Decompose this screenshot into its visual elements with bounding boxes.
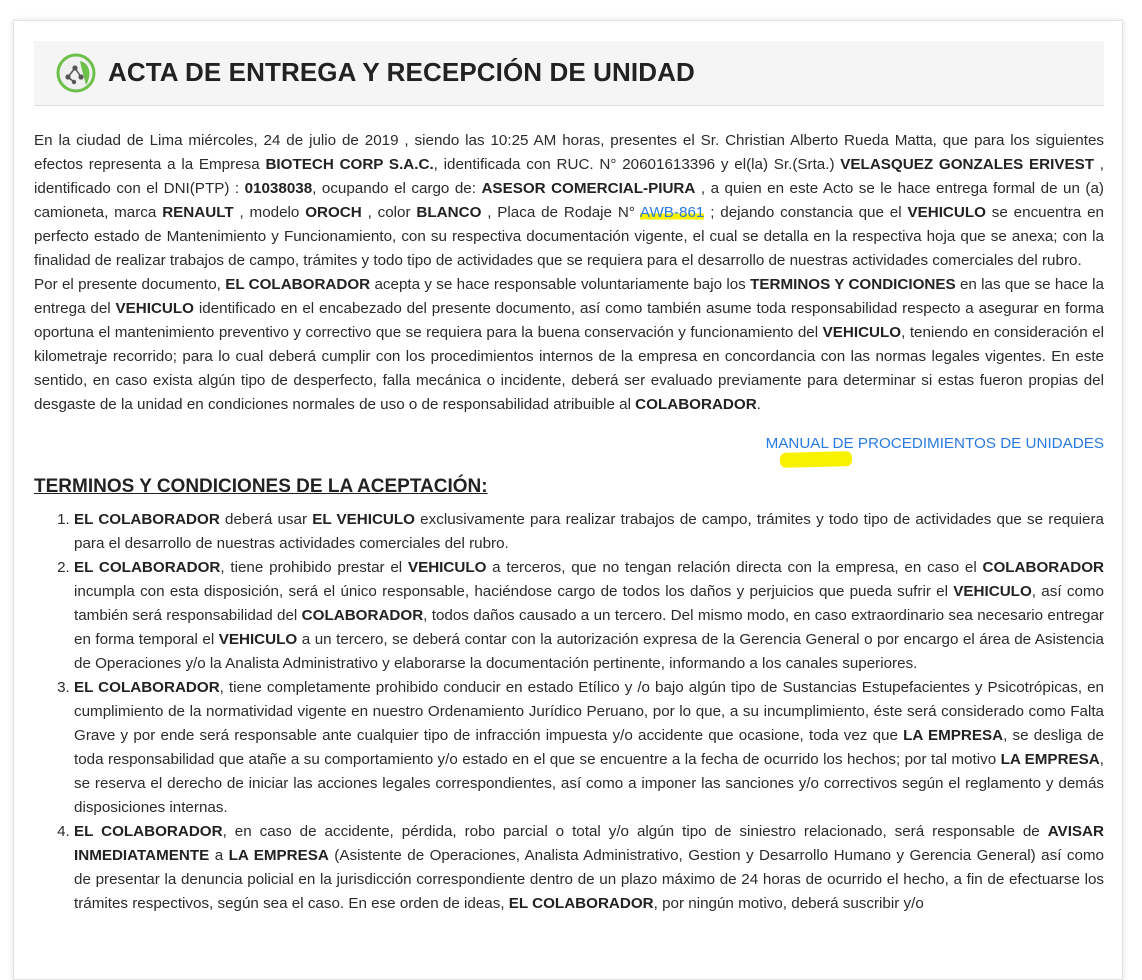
employee-name: VELASQUEZ GONZALES ERIVEST: [840, 156, 1095, 173]
document-body: [34, 129, 1104, 916]
employee-position: ASESOR COMERCIAL-PIURA: [481, 180, 696, 197]
document-card: [13, 20, 1123, 980]
manual-link-row: [34, 432, 1104, 456]
molecule-leaf-icon: [56, 53, 96, 93]
term-item-2: 2. EL COLABORADOR, tiene prohibido prestar el VEHICULO a terceros, que no tengan relación directa con la empresa, en caso el COLABORADOR incumpla con esta disposición, será el único responsable, haciéndose cargo de todos los daños y perjuicios que pueda sufrir el VEHICULO, así como también será responsabilidad del COLABORADOR, todos daños causado a un tercero. Del mismo modo, en caso extraordinario sea necesario entregar en forma temporal el VEHICULO a un tercero, se deberá contar con la autorización expresa de la Gerencia General o por encargo el área de Asistencia de Operaciones y/o la Analista Administrativo y elaborarse la documentación pertinente, informando a los canales superiores.: [74, 556, 1104, 676]
intro-paragraph: En la ciudad de Lima miércoles, 24 de julio de 2019 , siendo las 10:25 AM horas, presentes el Sr. Christian Alberto Rueda Matta, que para los siguientes efectos representa a la Empresa BIOTECH CORP S.A.C., identificada con RUC. N° 20601613396 y el(la) Sr.(Srta.) VELASQUEZ GONZALES ERIVEST , identificado con el DNI(PTP) : 01038038, ocupando el cargo de: ASESOR COMERCIAL-PIURA , a quien en este Acto se le hace entrega formal de un (a) camioneta, marca RENAULT , modelo OROCH , color BLANCO , Placa de Rodaje N° AWB-861 ; dejando constancia que el VEHICULO se encuentra en perfecto estado de Mantenimiento y Funcionamiento, con su respectiva documentación vigente, el cual se detalla en la respectiva hoja que se anexa; con la finalidad de realizar trabajos de campo, trámites y todo tipo de actividades que se requiera para el desarrollo de nuestras actividades comerciales del rubro.: [34, 132, 1105, 269]
term-item-4: 4. EL COLABORADOR, en caso de accidente, pérdida, robo parcial o total y/o algún tipo de siniestro relacionado, será responsable de AVISAR INMEDIATAMENTE a LA EMPRESA (Asistente de Operaciones, Analista Administrativo, Gestion y Desarrollo Humano y Gerencia General) así como de presentar la denuncia policial en la jurisdicción correspondiente dentro de un plazo máximo de 24 horas de ocurrido el hecho, a fin de efectuarse los trámites respectivos, según sea el caso. En ese orden de ideas, EL COLABORADOR, por ningún motivo, deberá suscribir y/o: [74, 820, 1104, 916]
terms-title: TERMINOS Y CONDICIONES DE LA ACEPTACIÓN:: [34, 476, 488, 497]
term-item-1: 1. EL COLABORADOR deberá usar EL VEHICULO exclusivamente para realizar trabajos de campo, trámites y todo tipo de actividades que se requiera para el desarrollo de nuestras actividades comerciales del rubro.: [74, 508, 1104, 556]
document-header: [34, 41, 1104, 106]
manual-procedures-link[interactable]: MANUAL DE PROCEDIMIENTOS DE UNIDADES: [765, 435, 1104, 452]
highlight-marker: [780, 451, 852, 468]
vehicle-brand: RENAULT: [162, 204, 234, 221]
vehicle-color: BLANCO: [416, 204, 482, 221]
vehicle-model: OROCH: [305, 204, 362, 221]
responsibility-paragraph: Por el presente documento, EL COLABORADOR acepta y se hace responsable voluntariamente bajo los TERMINOS Y CONDICIONES en las que se hace la entrega del VEHICULO identificado en el encabezado del presente documento, así como también asume toda responsabilidad respecto a asegurar en forma oportuna el mantenimiento preventivo y correctivo que se requiera para la buena conservación y funcionamiento del VEHICULO, teniendo en consideración el kilometraje recorrido; para lo cual deberá cumplir con los procedimientos internos de la empresa en concordancia con las normas legales vigentes. En este sentido, en caso exista algún tipo de desperfecto, falla mecánica o incidente, deberá ser evaluado previamente para determinar si estas fueron propias del desgaste de la unidad en condiciones normales de uso o de responsabilidad atribuible al COLABORADOR.: [34, 276, 1104, 413]
terms-list: [34, 508, 1104, 916]
term-item-3: 3. EL COLABORADOR, tiene completamente prohibido conducir en estado Etílico y /o bajo algún tipo de Sustancias Estupefacientes y Psicotrópicas, en cumplimiento de la normatividad vigente en nuestro Ordenamiento Jurídico Peruano, por lo que, a su incumplimiento, éste será considerado como Falta Grave y por ende será responsable ante cualquier tipo de infracción impuesta y/o accidente que ocasione, toda vez que LA EMPRESA, se desliga de toda responsabilidad que atañe a su comportamiento y/o estado en el que se encuentre a la fecha de ocurrido los hechos; por tal motivo LA EMPRESA, se reserva el derecho de iniciar las acciones legales correspondientes, así como a imponer las sanciones y/o correctivos según el reglamento y demás disposiciones internas.: [74, 676, 1104, 820]
company-name: BIOTECH CORP S.A.C.: [265, 156, 434, 173]
page-title: ACTA DE ENTREGA Y RECEPCIÓN DE UNIDAD: [108, 57, 695, 87]
employee-dni: 01038038: [244, 180, 313, 197]
plate-link[interactable]: AWB-861: [639, 204, 705, 221]
